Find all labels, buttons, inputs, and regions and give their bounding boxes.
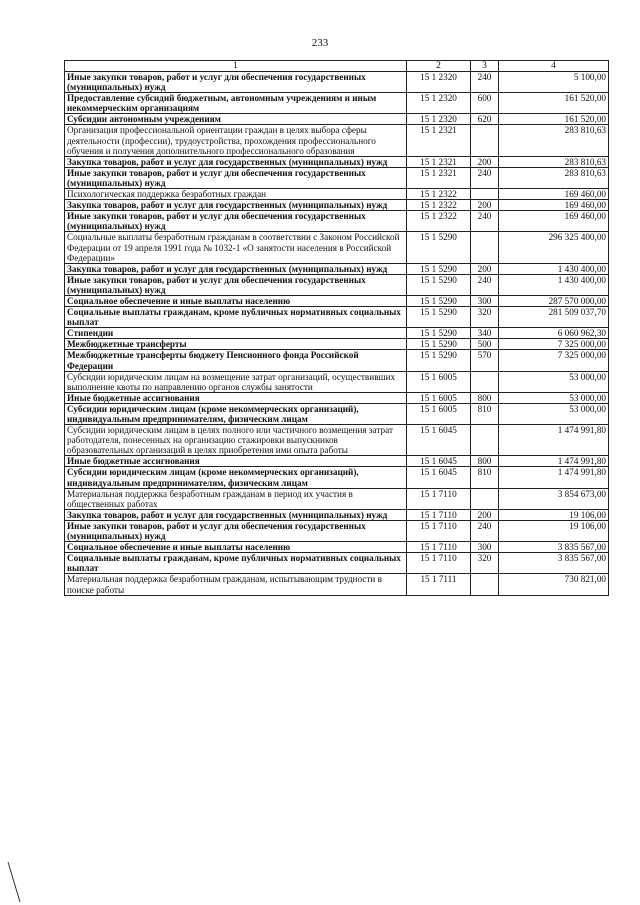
row-name-cell: Социальные выплаты безработным гражданам в соответствии с Законом Российской Федерации от 19 апреля 1991 года № 1032-1 «О занятости населения в Российской Федерации» [65, 232, 407, 263]
row-name-cell: Субсидии юридическим лицам на возмещение затрат организаций, осуществивших выполнение квоты по направлению органов службы занятости [65, 371, 407, 392]
row-code-cell: 15 1 2320 [407, 72, 471, 93]
table-row [65, 520, 609, 541]
row-name-cell: Субсидии юридическим лицам (кроме некоммерческих организаций), индивидуальным предпринимателям, физическим лицам [65, 403, 407, 424]
row-type-cell: 300 [471, 295, 499, 306]
row-sum-cell: 1 430 400,00 [499, 263, 609, 274]
row-sum-cell: 19 106,00 [499, 509, 609, 520]
row-name-cell: Социальное обеспечение и иные выплаты населению [65, 295, 407, 306]
row-name-cell: Стипендии [65, 328, 407, 339]
row-type-cell: 200 [471, 200, 499, 211]
row-code-cell: 15 1 2322 [407, 189, 471, 200]
margin-mark [6, 862, 66, 905]
row-code-cell: 15 1 5290 [407, 307, 471, 328]
row-type-cell: 600 [471, 93, 499, 114]
table-header-row [65, 61, 609, 72]
row-type-cell [471, 232, 499, 263]
row-name-cell: Социальные выплаты гражданам, кроме публичных нормативных социальных выплат [65, 553, 407, 574]
row-name-cell: Субсидии автономным учреждениям [65, 114, 407, 125]
row-type-cell: 240 [471, 211, 499, 232]
table-row [65, 72, 609, 93]
table-row [65, 125, 609, 156]
row-name-cell: Закупка товаров, работ и услуг для государственных (муниципальных) нужд [65, 156, 407, 167]
row-code-cell: 15 1 2321 [407, 125, 471, 156]
row-type-cell: 200 [471, 263, 499, 274]
row-type-cell: 240 [471, 72, 499, 93]
row-sum-cell: 283 810,63 [499, 125, 609, 156]
row-code-cell: 15 1 6005 [407, 371, 471, 392]
row-code-cell: 15 1 7110 [407, 520, 471, 541]
table-row [65, 189, 609, 200]
row-type-cell: 340 [471, 328, 499, 339]
row-type-cell: 800 [471, 392, 499, 403]
table-row [65, 403, 609, 424]
row-sum-cell: 53 000,00 [499, 371, 609, 392]
row-code-cell: 15 1 2321 [407, 167, 471, 188]
row-name-cell: Организация профессиональной ориентации граждан в целях выбора сферы деятельности (профессии), трудоустройства, прохождения профессионального обучения и получения дополнительного профессионального образования [65, 125, 407, 156]
row-code-cell: 15 1 6005 [407, 403, 471, 424]
row-sum-cell: 169 460,00 [499, 211, 609, 232]
row-sum-cell: 296 325 400,00 [499, 232, 609, 263]
row-code-cell: 15 1 7110 [407, 542, 471, 553]
row-name-cell: Межбюджетные трансферты бюджету Пенсионного фонда Российской Федерации [65, 350, 407, 371]
row-code-cell: 15 1 6005 [407, 392, 471, 403]
row-sum-cell: 6 060 962,30 [499, 328, 609, 339]
row-sum-cell: 3 854 673,00 [499, 488, 609, 509]
row-type-cell: 240 [471, 274, 499, 295]
row-type-cell [471, 371, 499, 392]
row-code-cell: 15 1 5290 [407, 328, 471, 339]
row-sum-cell: 3 835 567,00 [499, 553, 609, 574]
table-row [65, 574, 609, 595]
row-name-cell: Иные закупки товаров, работ и услуг для обеспечения государственных (муниципальных) нужд [65, 211, 407, 232]
row-type-cell: 570 [471, 350, 499, 371]
row-code-cell: 15 1 5290 [407, 339, 471, 350]
row-code-cell: 15 1 5290 [407, 274, 471, 295]
row-name-cell: Субсидии юридическим лицам в целях полного или частичного возмещения затрат работодателя, понесенных на организацию стажировки выпускников образовательных организаций в целях приобретения ими опыта работы [65, 425, 407, 456]
table-row [65, 307, 609, 328]
row-name-cell: Иные бюджетные ассигнования [65, 456, 407, 467]
row-type-cell: 200 [471, 509, 499, 520]
row-sum-cell: 5 100,00 [499, 72, 609, 93]
row-name-cell: Закупка товаров, работ и услуг для государственных (муниципальных) нужд [65, 509, 407, 520]
row-type-cell: 320 [471, 553, 499, 574]
row-code-cell: 15 1 2320 [407, 93, 471, 114]
table-row [65, 553, 609, 574]
row-sum-cell: 1 474 991,80 [499, 467, 609, 488]
row-sum-cell: 53 000,00 [499, 403, 609, 424]
row-sum-cell: 3 835 567,00 [499, 542, 609, 553]
table-row [65, 488, 609, 509]
table-row [65, 274, 609, 295]
row-sum-cell: 169 460,00 [499, 200, 609, 211]
table-row [65, 509, 609, 520]
row-type-cell: 800 [471, 456, 499, 467]
row-sum-cell: 161 520,00 [499, 93, 609, 114]
row-sum-cell: 161 520,00 [499, 114, 609, 125]
budget-table-body [65, 61, 609, 596]
table-row [65, 200, 609, 211]
table-row [65, 392, 609, 403]
row-name-cell: Иные закупки товаров, работ и услуг для обеспечения государственных (муниципальных) нужд [65, 274, 407, 295]
row-code-cell: 15 1 7110 [407, 509, 471, 520]
row-sum-cell: 283 810,63 [499, 156, 609, 167]
table-row [65, 456, 609, 467]
table-row [65, 232, 609, 263]
row-code-cell: 15 1 5290 [407, 350, 471, 371]
table-row [65, 93, 609, 114]
table-row [65, 371, 609, 392]
table-row [65, 295, 609, 306]
table-row [65, 328, 609, 339]
row-sum-cell: 1 474 991,80 [499, 456, 609, 467]
row-sum-cell: 1 430 400,00 [499, 274, 609, 295]
header-cell-3: 3 [471, 61, 499, 72]
table-row [65, 156, 609, 167]
row-type-cell [471, 425, 499, 456]
row-name-cell: Закупка товаров, работ и услуг для государственных (муниципальных) нужд [65, 200, 407, 211]
row-type-cell: 240 [471, 520, 499, 541]
row-code-cell: 15 1 7110 [407, 488, 471, 509]
row-sum-cell: 19 106,00 [499, 520, 609, 541]
row-name-cell: Материальная поддержка безработным гражданам в период их участия в общественных работах [65, 488, 407, 509]
row-name-cell: Иные бюджетные ассигнования [65, 392, 407, 403]
row-code-cell: 15 1 2321 [407, 156, 471, 167]
row-type-cell [471, 574, 499, 595]
row-code-cell: 15 1 2322 [407, 200, 471, 211]
row-sum-cell: 53 000,00 [499, 392, 609, 403]
row-name-cell: Закупка товаров, работ и услуг для государственных (муниципальных) нужд [65, 263, 407, 274]
row-type-cell: 500 [471, 339, 499, 350]
row-code-cell: 15 1 5290 [407, 232, 471, 263]
row-sum-cell: 730 821,00 [499, 574, 609, 595]
row-type-cell: 320 [471, 307, 499, 328]
row-type-cell [471, 189, 499, 200]
row-sum-cell: 287 570 000,00 [499, 295, 609, 306]
table-row [65, 211, 609, 232]
row-sum-cell: 7 325 000,00 [499, 339, 609, 350]
row-code-cell: 15 1 2320 [407, 114, 471, 125]
table-row [65, 542, 609, 553]
row-name-cell: Предоставление субсидий бюджетным, автономным учреждениям и иным некоммерческим организациям [65, 93, 407, 114]
row-code-cell: 15 1 2322 [407, 211, 471, 232]
row-code-cell: 15 1 5290 [407, 263, 471, 274]
row-name-cell: Иные закупки товаров, работ и услуг для обеспечения государственных (муниципальных) нужд [65, 72, 407, 93]
header-cell-4: 4 [499, 61, 609, 72]
row-sum-cell: 283 810,63 [499, 167, 609, 188]
table-row [65, 263, 609, 274]
table-row [65, 339, 609, 350]
row-name-cell: Социальные выплаты гражданам, кроме публичных нормативных социальных выплат [65, 307, 407, 328]
row-code-cell: 15 1 6045 [407, 467, 471, 488]
row-sum-cell: 7 325 000,00 [499, 350, 609, 371]
row-name-cell: Субсидии юридическим лицам (кроме некоммерческих организаций), индивидуальным предпринимателям, физическим лицам [65, 467, 407, 488]
header-cell-1: 1 [65, 61, 407, 72]
row-name-cell: Иные закупки товаров, работ и услуг для обеспечения государственных (муниципальных) нужд [65, 167, 407, 188]
table-row [65, 167, 609, 188]
row-type-cell [471, 125, 499, 156]
row-sum-cell: 281 509 037,70 [499, 307, 609, 328]
row-type-cell: 810 [471, 467, 499, 488]
row-name-cell: Социальное обеспечение и иные выплаты населению [65, 542, 407, 553]
page-number: 233 [311, 37, 329, 49]
row-code-cell: 15 1 6045 [407, 456, 471, 467]
table-row [65, 350, 609, 371]
row-name-cell: Межбюджетные трансферты [65, 339, 407, 350]
row-type-cell: 620 [471, 114, 499, 125]
row-code-cell: 15 1 5290 [407, 295, 471, 306]
row-type-cell: 240 [471, 167, 499, 188]
row-code-cell: 15 1 6045 [407, 425, 471, 456]
row-sum-cell: 169 460,00 [499, 189, 609, 200]
header-cell-2: 2 [407, 61, 471, 72]
row-name-cell: Психологическая поддержка безработных граждан [65, 189, 407, 200]
row-name-cell: Иные закупки товаров, работ и услуг для обеспечения государственных (муниципальных) нужд [65, 520, 407, 541]
row-code-cell: 15 1 7111 [407, 574, 471, 595]
table-row [65, 425, 609, 456]
table-row [65, 467, 609, 488]
row-type-cell [471, 488, 499, 509]
row-type-cell: 810 [471, 403, 499, 424]
row-name-cell: Материальная поддержка безработным гражданам, испытывающим трудности в поиске работы [65, 574, 407, 595]
table-row [65, 114, 609, 125]
row-sum-cell: 1 474 991,80 [499, 425, 609, 456]
budget-table [64, 60, 609, 596]
row-type-cell: 200 [471, 156, 499, 167]
row-code-cell: 15 1 7110 [407, 553, 471, 574]
row-type-cell: 300 [471, 542, 499, 553]
